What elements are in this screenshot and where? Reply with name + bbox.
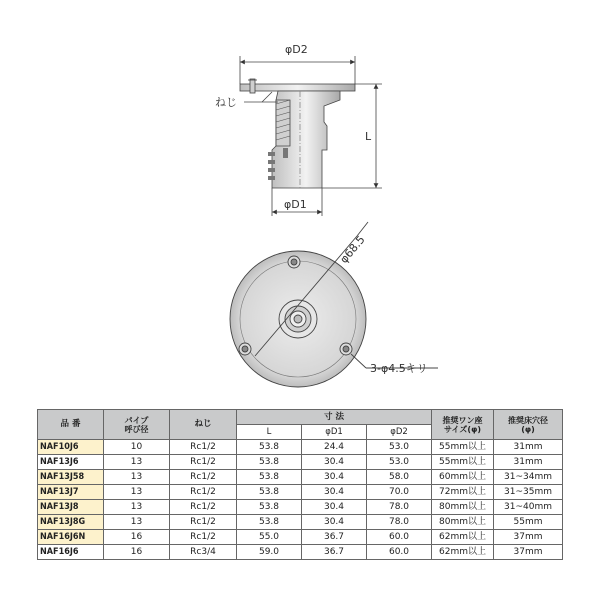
cell-d1: 36.7: [302, 530, 367, 545]
cell-washer: 60mm以上: [432, 470, 494, 485]
header-pipe-size-text: パイプ 呼び径: [124, 415, 149, 434]
cell-hole: 31~35mm: [494, 485, 563, 500]
table-row: [38, 440, 563, 455]
cell-d1: 36.7: [302, 545, 367, 560]
header-d2: φD2: [367, 425, 432, 440]
table-row: [38, 470, 563, 485]
cell-washer: 62mm以上: [432, 530, 494, 545]
cell-part-no: NAF16J6N: [38, 530, 104, 545]
label-pcd: φ68.5: [337, 233, 368, 266]
cell-pipe: 13: [104, 485, 170, 500]
cell-d2: 78.0: [367, 500, 432, 515]
side-view: [240, 56, 382, 216]
cell-d2: 53.0: [367, 455, 432, 470]
label-d1: φD1: [284, 198, 307, 211]
cell-l: 53.8: [237, 515, 302, 530]
cell-thread: Rc3/4: [170, 545, 237, 560]
table-row: [38, 455, 563, 470]
cell-washer: 72mm以上: [432, 485, 494, 500]
cell-d1: 30.4: [302, 485, 367, 500]
header-pipe-size: [104, 410, 170, 440]
cell-washer: 62mm以上: [432, 545, 494, 560]
cell-part-no: NAF10J6: [38, 440, 104, 455]
table-row: [38, 530, 563, 545]
cell-thread: Rc1/2: [170, 515, 237, 530]
cell-part-no: NAF13J8: [38, 500, 104, 515]
cell-thread: Rc1/2: [170, 500, 237, 515]
cell-pipe: 16: [104, 530, 170, 545]
cell-pipe: 13: [104, 500, 170, 515]
header-washer-text: 推奨ワン座 サイズ(φ): [442, 415, 483, 434]
header-thread: ねじ: [170, 410, 237, 440]
label-neji: ねじ: [215, 96, 237, 109]
header-washer: [432, 410, 494, 440]
cell-pipe: 16: [104, 545, 170, 560]
cell-washer: 55mm以上: [432, 440, 494, 455]
header-part-no: 品 番: [38, 410, 104, 440]
cell-hole: 31~40mm: [494, 500, 563, 515]
header-floor-hole-text: 推奨床穴径 (φ): [508, 415, 549, 434]
cell-d2: 78.0: [367, 515, 432, 530]
cell-thread: Rc1/2: [170, 440, 237, 455]
cell-part-no: NAF13J6: [38, 455, 104, 470]
cell-d2: 60.0: [367, 545, 432, 560]
cell-d2: 53.0: [367, 440, 432, 455]
cell-washer: 80mm以上: [432, 500, 494, 515]
cell-part-no: NAF16J6: [38, 545, 104, 560]
cell-d1: 24.4: [302, 440, 367, 455]
cell-hole: 31mm: [494, 455, 563, 470]
cell-hole: 31~34mm: [494, 470, 563, 485]
cell-part-no: NAF13J8G: [38, 515, 104, 530]
cell-d1: 30.4: [302, 500, 367, 515]
cell-hole: 37mm: [494, 530, 563, 545]
cell-l: 53.8: [237, 440, 302, 455]
cell-l: 59.0: [237, 545, 302, 560]
cell-washer: 80mm以上: [432, 515, 494, 530]
cell-l: 55.0: [237, 530, 302, 545]
spec-table-body: [38, 440, 563, 560]
cell-hole: 31mm: [494, 440, 563, 455]
cell-l: 53.8: [237, 485, 302, 500]
cell-part-no: NAF13J58: [38, 470, 104, 485]
cell-d2: 60.0: [367, 530, 432, 545]
cell-pipe: 10: [104, 440, 170, 455]
cell-d1: 30.4: [302, 515, 367, 530]
cell-hole: 37mm: [494, 545, 563, 560]
table-row: [38, 485, 563, 500]
cell-thread: Rc1/2: [170, 530, 237, 545]
header-dimensions: 寸 法: [237, 410, 432, 425]
spec-table: [37, 409, 563, 560]
cell-l: 53.8: [237, 455, 302, 470]
table-row: [38, 500, 563, 515]
label-d2: φD2: [285, 43, 308, 56]
cell-thread: Rc1/2: [170, 470, 237, 485]
cell-l: 53.8: [237, 500, 302, 515]
cell-thread: Rc1/2: [170, 455, 237, 470]
cell-hole: 55mm: [494, 515, 563, 530]
cell-l: 53.8: [237, 470, 302, 485]
label-l: L: [365, 130, 372, 143]
header-d1: φD1: [302, 425, 367, 440]
header-floor-hole: [494, 410, 563, 440]
cell-thread: Rc1/2: [170, 485, 237, 500]
cell-d1: 30.4: [302, 455, 367, 470]
cell-pipe: 13: [104, 515, 170, 530]
cell-d1: 30.4: [302, 470, 367, 485]
header-l: L: [237, 425, 302, 440]
table-row: [38, 545, 563, 560]
cell-pipe: 13: [104, 455, 170, 470]
label-holes: 3-φ4.5キリ: [370, 362, 428, 375]
table-row: [38, 515, 563, 530]
cell-pipe: 13: [104, 470, 170, 485]
cell-part-no: NAF13J7: [38, 485, 104, 500]
cell-washer: 55mm以上: [432, 455, 494, 470]
cell-d2: 70.0: [367, 485, 432, 500]
cell-d2: 58.0: [367, 470, 432, 485]
